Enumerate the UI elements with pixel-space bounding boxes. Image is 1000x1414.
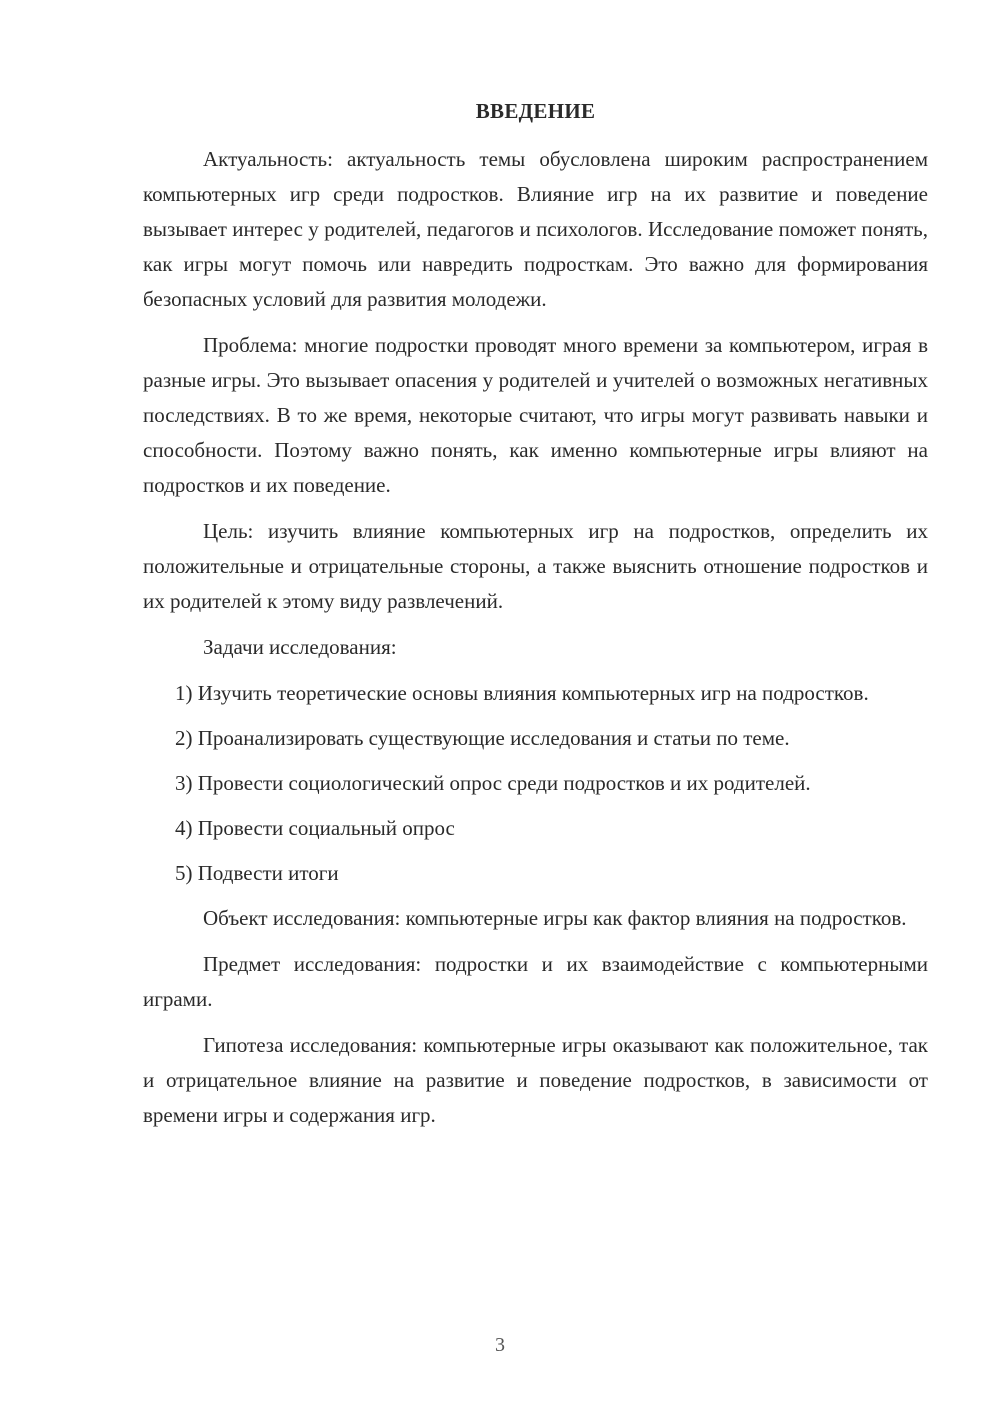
document-page: [143, 95, 928, 1144]
list-item: 1) Изучить теоретические основы влияния компьютерных игр на подростков.: [175, 681, 869, 705]
tasks-list: [143, 676, 928, 891]
paragraph-goal: Цель: изучить влияние компьютерных игр на подростков, определить их положительные и отрицательные стороны, а также выяснить отношение подростков и их родителей к этому виду развлечений.: [143, 519, 928, 613]
list-item: 2) Проанализировать существующие исследования и статьи по теме.: [175, 726, 790, 750]
list-item: 4) Провести социальный опрос: [175, 816, 455, 840]
paragraph-relevance: Актуальность: актуальность темы обусловлена широким распространением компьютерных игр среди подростков. Влияние игр на их развитие и поведение вызывает интерес у родителей, педагогов и психологов. Исследование поможет понять, как игры могут помочь или навредить подросткам. Это важно для формирования безопасных условий для развития молодежи.: [143, 147, 928, 311]
paragraph-problem: Проблема: многие подростки проводят много времени за компьютером, играя в разные игры. Это вызывает опасения у родителей и учителей о возможных негативных последствиях. В то же время, некоторые считают, что игры могут развивать навыки и способности. Поэтому важно понять, как именно компьютерные игры влияют на подростков и их поведение.: [143, 333, 928, 497]
tasks-heading: Задачи исследования:: [203, 635, 397, 659]
list-item: 3) Провести социологический опрос среди подростков и их родителей.: [175, 771, 811, 795]
page-title: ВВЕДЕНИЕ: [475, 99, 596, 123]
paragraph-subject: Предмет исследования: подростки и их взаимодействие с компьютерными играми.: [143, 952, 928, 1011]
paragraph-hypothesis: Гипотеза исследования: компьютерные игры оказывают как положительное, так и отрицательное влияние на развитие и поведение подростков, в зависимости от времени игры и содержания игр.: [143, 1033, 928, 1127]
paragraph-object: Объект исследования: компьютерные игры как фактор влияния на подростков.: [203, 906, 907, 930]
page-number: 3: [495, 1334, 505, 1356]
list-item: 5) Подвести итоги: [175, 861, 339, 885]
